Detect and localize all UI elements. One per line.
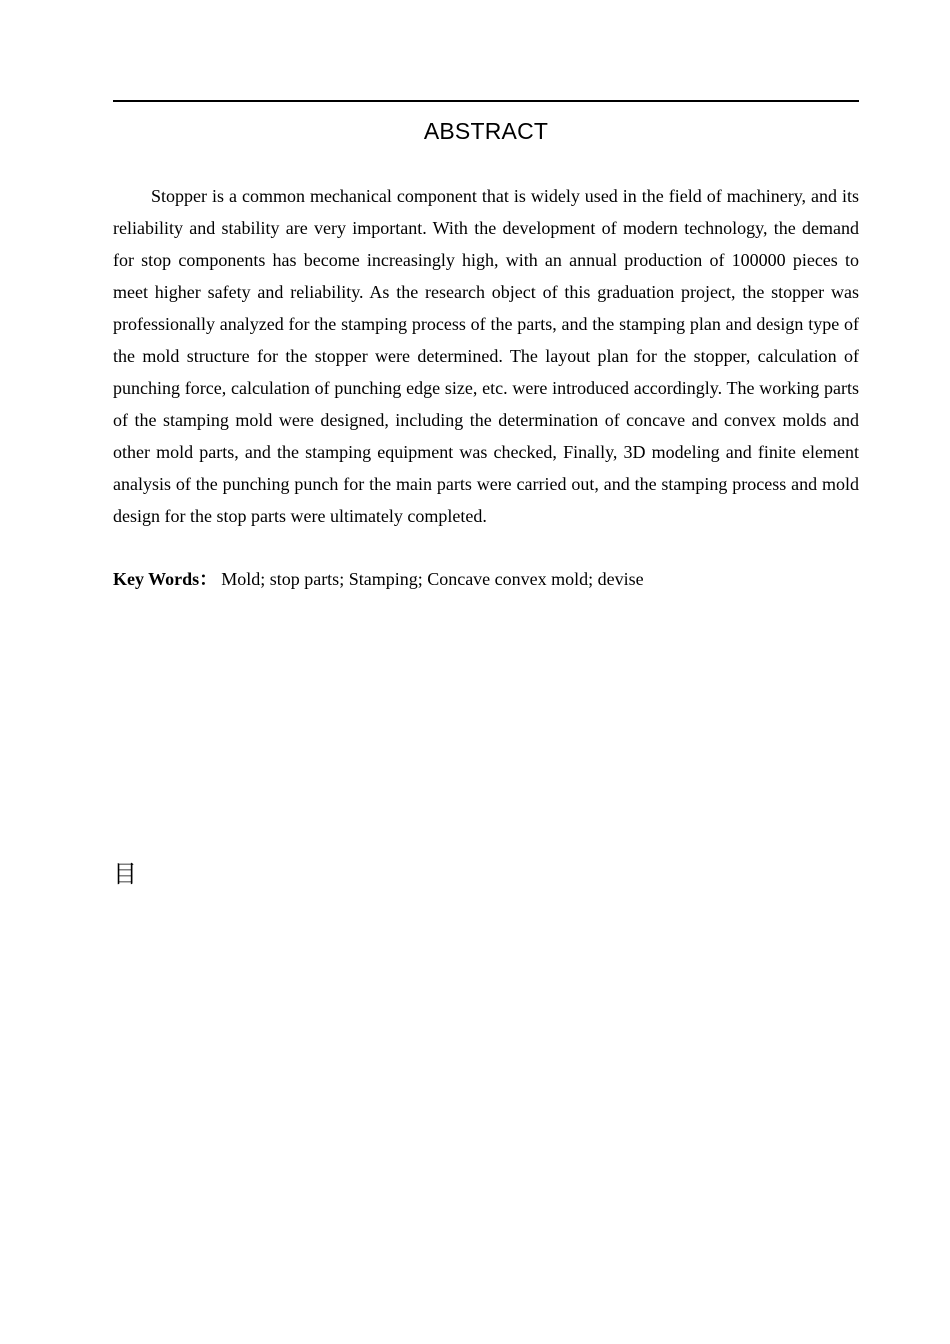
keywords-line xyxy=(113,563,859,595)
keywords-label: Key Words xyxy=(113,569,200,589)
toc-heading: 目 xyxy=(113,860,137,888)
header-rule xyxy=(113,100,859,102)
keywords-colon: ： xyxy=(199,569,218,589)
abstract-body: Stopper is a common mechanical component that is widely used in the field of machinery, and its reliability and stability are very important. With the development of modern technology, the demand for stop components has become increasingly high, with an annual production of 100000 pieces to meet higher safety and reliability. As the research object of this graduation project, the stopper was professionally analyzed for the stamping process of the parts, and the stamping plan and design type of the mold structure for the stopper were determined. The layout plan for the stopper, calculation of punching force, calculation of punching edge size, etc. were introduced accordingly. The working parts of the stamping mold were designed, including the determination of concave and convex molds and other mold parts, and the stamping equipment was checked, Finally, 3D modeling and finite element analysis of the punching punch for the main parts were carried out, and the stamping process and mold design for the stop parts were ultimately completed. xyxy=(113,186,859,526)
abstract-title: ABSTRACT xyxy=(423,118,549,144)
keywords-text: Mold; stop parts; Stamping; Concave convex mold; devise xyxy=(221,569,644,589)
